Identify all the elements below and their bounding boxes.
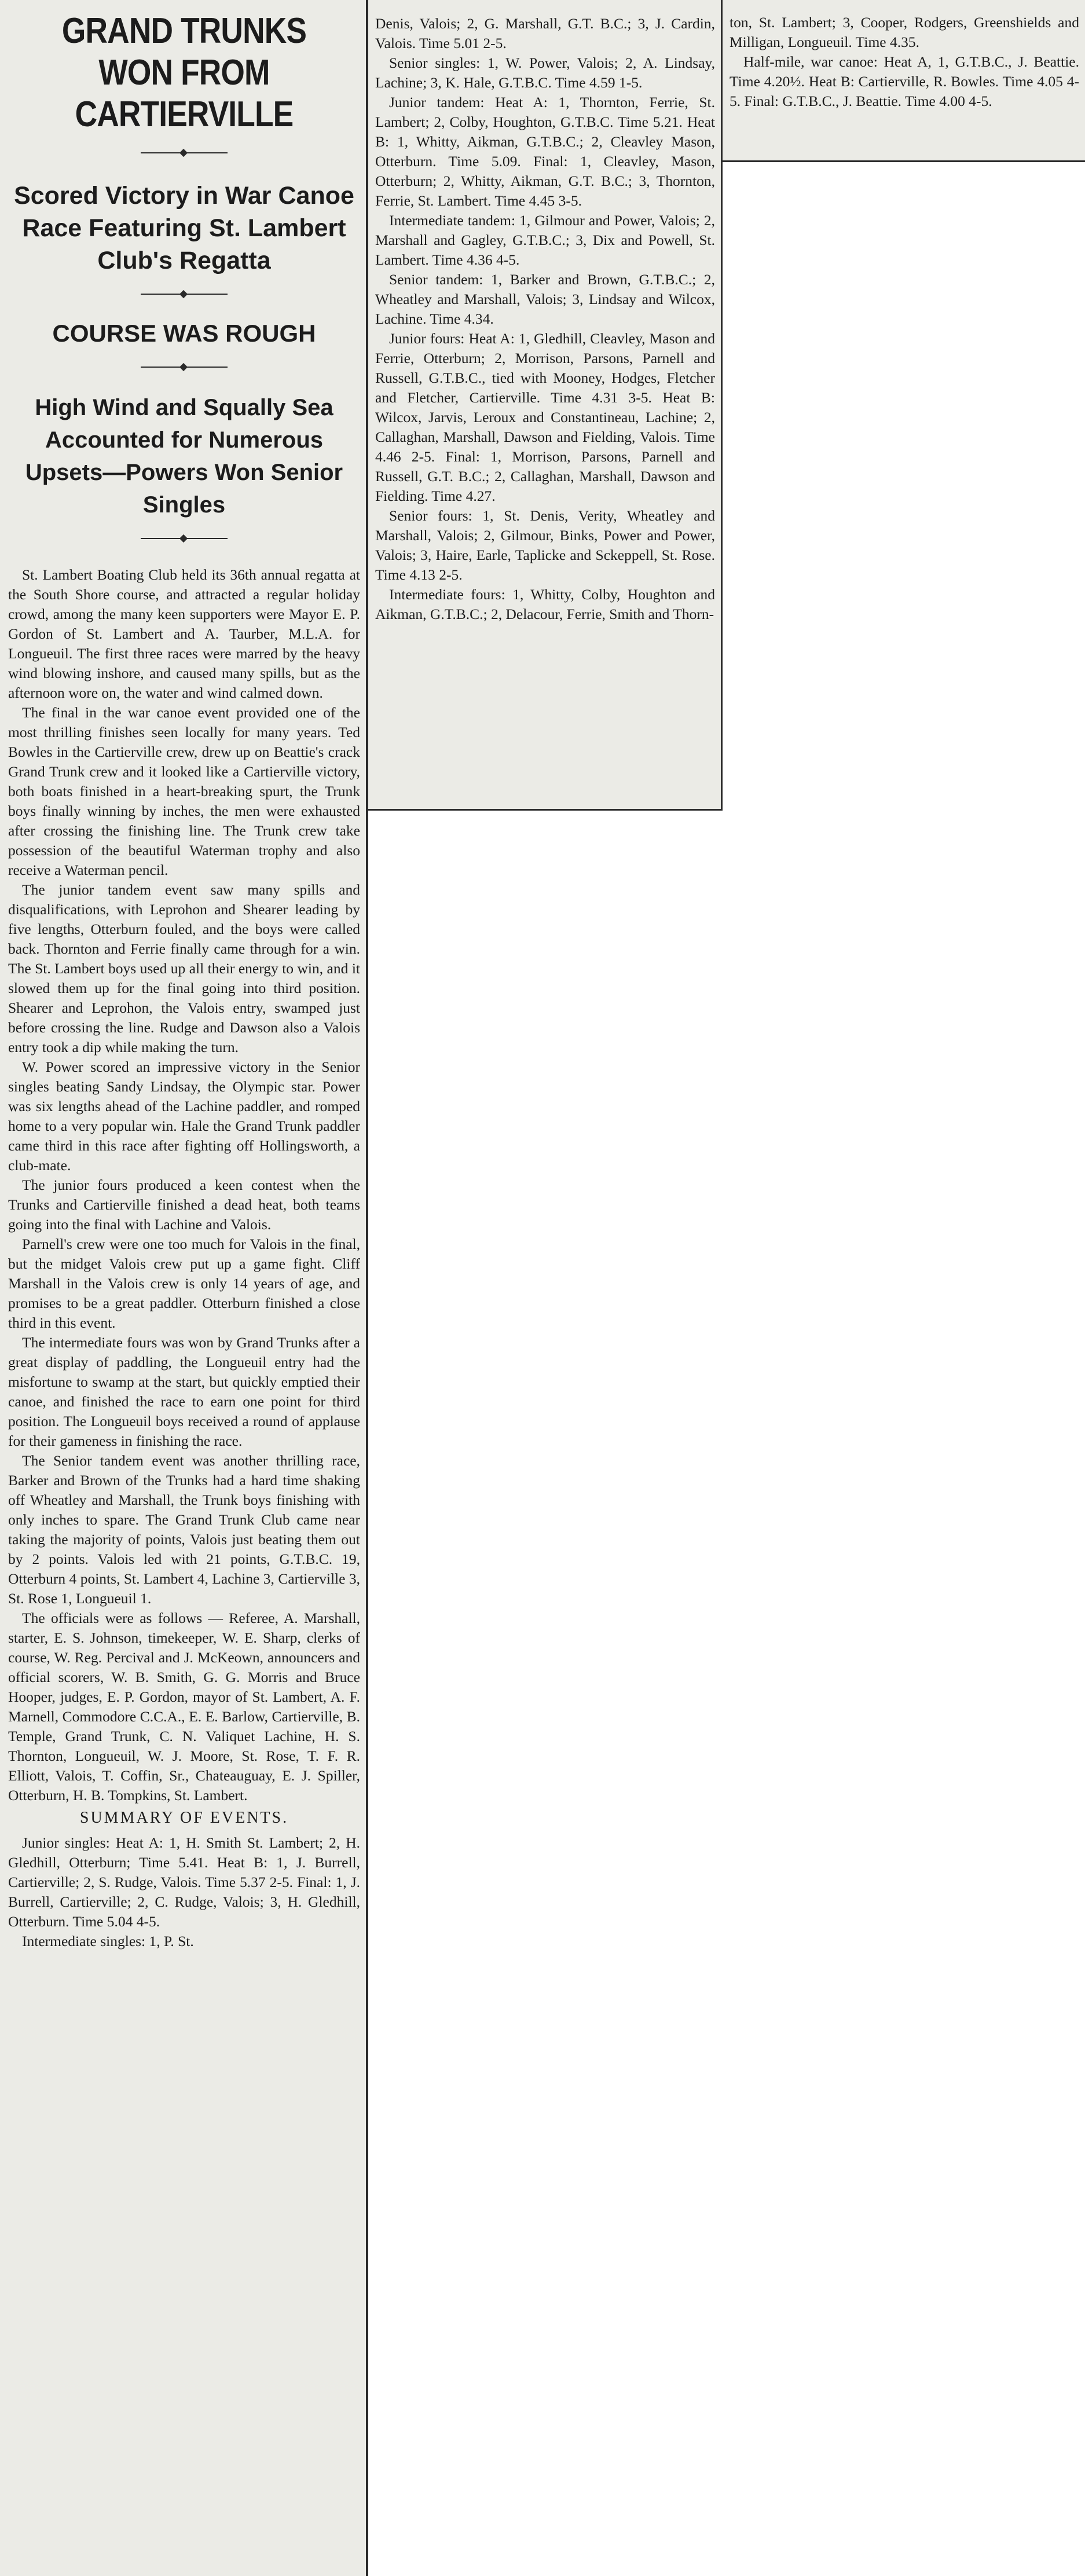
summary-item: Junior singles: Heat A: 1, H. Smith St. Lambert; 2, H. Gledhill, Otterburn; Time 5.41. Heat B: 1, J. Burrell, Cartierville; 2, S. Rudge, Valois. Time 5.37 2-5. Final: 1, J. Burrell, Cartierville; 2, C. Rudge, Valois; 3, H. Gledhill, Otterburn. Time 5.04 4-5. <box>8 1834 360 1930</box>
paragraph: The junior tandem event saw many spills and disqualifications, with Leprohon and Shearer leading by five lengths, Otterburn fouled, and the boys were called back. Thornton and Ferrie finally came through for a win. The St. Lambert boys used up all their energy to win, and it slowed them up for the final going into third position. Shearer and Leprohon, the Valois entry, swamped just before crossing the line. Rudge and Dawson also a Valois entry took a dip while making the turn. <box>8 881 360 1056</box>
summary-item: Denis, Valois; 2, G. Marshall, G.T. B.C.; 3, J. Cardin, Valois. Time 5.01 2-5. <box>375 15 715 52</box>
paragraph: The junior fours produced a keen contest when the Trunks and Cartierville finished a dead heat, both teams going into the final with Lachine and Valois. <box>8 1177 360 1233</box>
summary-item: Intermediate singles: 1, P. St. <box>22 1933 194 1950</box>
paragraph: The officials were as follows — Referee, A. Marshall, starter, E. S. Johnson, timekeeper, W. E. Sharp, clerks of course, W. Reg. Percival and J. McKeown, announcers and official scorers, W. B. Smith, G. G. Morris and Bruce Hooper, judges, E. P. Gordon, mayor of St. Lambert, A. F. Marnell, Commodore C.C.A., E. E. Barlow, Cartierville, B. Temple, Grand Trunk, C. N. Valiquet Lachine, H. S. Thornton, Longueuil, W. J. Moore, St. Rose, T. F. R. Elliott, Valois, T. Coffin, Sr., Chateauguay, E. J. Spiller, Otterburn, H. B. Tompkins, St. Lambert. <box>8 1610 360 1804</box>
summary-item: Senior tandem: 1, Barker and Brown, G.T.B.C.; 2, Wheatley and Marshall, Valois; 3, Lindsay and Wilcox, Lachine. Time 4.34. <box>375 271 715 327</box>
summary-item: Intermediate tandem: 1, Gilmour and Power, Valois; 2, Marshall and Gagley, G.T.B.C.; 3, Dix and Powell, St. Lambert. Time 4.36 4-5. <box>375 212 715 268</box>
summary-item: ton, St. Lambert; 3, Cooper, Rodgers, Greenshields and Milligan, Longueuil. Time 4.35. <box>730 14 1079 50</box>
ornament-divider <box>141 364 228 371</box>
ornament-divider <box>141 535 228 542</box>
ornament-divider <box>141 291 228 298</box>
subheadline-3: High Wind and Squally Sea Accounted for Numerous Upsets—Powers Won Senior Singles <box>25 395 343 518</box>
article-column-3 <box>723 0 1085 162</box>
paragraph: W. Power scored an impressive victory in the Senior singles beating Sandy Lindsay, the Olympic star. Power was six lengths ahead of the Lachine paddler, and romped home to a very popular win. Hale the Grand Trunk paddler came third in this race after fighting off Hollingsworth, a club-mate. <box>8 1058 360 1174</box>
paragraph: The intermediate fours was won by Grand Trunks after a great display of paddling, the Longueuil entry had the misfortune to swamp at the start, but quickly emptied their canoe, and finished the race to earn one point for third position. The Longueuil boys received a round of applause for their gameness in finishing the race. <box>8 1334 360 1449</box>
subheadline-1: Scored Victory in War Canoe Race Featuring St. Lambert Club's Regatta <box>14 182 354 274</box>
ornament-divider <box>141 149 228 156</box>
article-column-2 <box>368 0 723 811</box>
headline: GRAND TRUNKS WON FROM CARTIERVILLE <box>61 11 307 134</box>
paragraph: The final in the war canoe event provided one of the most thrilling finishes seen locally for many years. Ted Bowles in the Cartierville crew, drew up on Beattie's crack Grand Trunk crew and it looked like a Cartierville victory, both boats finished in a heart-breaking spurt, the Trunk boys finally winning by inches, the men were exhausted after crossing the finishing line. The Trunk crew take possession of the beautiful Waterman trophy and also receive a Waterman pencil. <box>8 704 360 878</box>
paragraph: The Senior tandem event was another thrilling race, Barker and Brown of the Trunks had a hard time shaking off Wheatley and Marshall, the Trunk boys finishing with only inches to spare. The Grand Trunk Club came near taking the majority of points, Valois just beating them out by 2 points. Valois led with 21 points, G.T.B.C. 19, Otterburn 4 points, St. Lambert 4, Lachine 3, Cartierville 3, St. Rose 1, Longueuil 1. <box>8 1452 360 1607</box>
paragraph: Parnell's crew were one too much for Valois in the final, but the midget Valois crew put up a game fight. Cliff Marshall in the Valois crew is only 14 years of age, and promises to be a great paddler. Otterburn finished a close third in this event. <box>8 1236 360 1331</box>
article-column-1 <box>0 0 368 2576</box>
summary-item: Senior singles: 1, W. Power, Valois; 2, A. Lindsay, Lachine; 3, K. Hale, G.T.B.C. Time 4.59 1-5. <box>375 54 715 91</box>
paragraph: St. Lambert Boating Club held its 36th annual regatta at the South Shore course, and attracted a regular holiday crowd, among the many keen supporters were Mayor E. P. Gordon of St. Lambert and A. Taurber, M.L.A. for Longueuil. The first three races were marred by the heavy wind blowing inshore, and caused many spills, but as the afternoon wore on, the water and wind calmed down. <box>8 566 360 701</box>
summary-item: Junior tandem: Heat A: 1, Thornton, Ferrie, St. Lambert; 2, Colby, Houghton, G.T.B.C. Time 5.21. Heat B: 1, Whitty, Aikman, G.T.B.C.; 2, Cleavley Mason, Otterburn. Time 5.09. Final: 1, Cleavley, Mason, Otterburn; 2, Whitty, Aikman, G.T. B.C.; 3, Thornton, Ferrie, St. Lambert. Time 4.45 3-5. <box>375 94 715 209</box>
summary-item: Senior fours: 1, St. Denis, Verity, Wheatley and Marshall, Valois; 2, Gilmour, Binks, Power and Power, Valois; 3, Haire, Earle, Taplicke and Sckeppell, St. Rose. Time 4.13 2-5. <box>375 507 715 583</box>
summary-heading: SUMMARY OF EVENTS. <box>79 1809 289 1827</box>
subheadline-2: COURSE WAS ROUGH <box>52 320 316 347</box>
summary-item: Intermediate fours: 1, Whitty, Colby, Houghton and Aikman, G.T.B.C.; 2, Delacour, Ferrie, Smith and Thorn- <box>375 586 715 622</box>
summary-item: Junior fours: Heat A: 1, Gledhill, Cleavley, Mason and Ferrie, Otterburn; 2, Morrison, Parsons, Parnell and Russell, G.T.B.C., tied with Mooney, Hodges, Fletcher and Fletcher, Cartierville. Time 4.31 3-5. Heat B: Wilcox, Jarvis, Leroux and Constantineau, Lachine; 2, Callaghan, Marshall, Dawson and Fielding, Valois. Time 4.46 2-5. Final: 1, Morrison, Parsons, Parnell and Russell, G.T. B.C.; 2, Callaghan, Marshall, Dawson and Fielding. Time 4.27. <box>375 330 715 504</box>
summary-item: Half-mile, war canoe: Heat A, 1, G.T.B.C., J. Beattie. Time 4.20½. Heat B: Cartierville, R. Bowles. Time 4.05 4-5. Final: G.T.B.C., J. Beattie. Time 4.00 4-5. <box>730 53 1079 109</box>
